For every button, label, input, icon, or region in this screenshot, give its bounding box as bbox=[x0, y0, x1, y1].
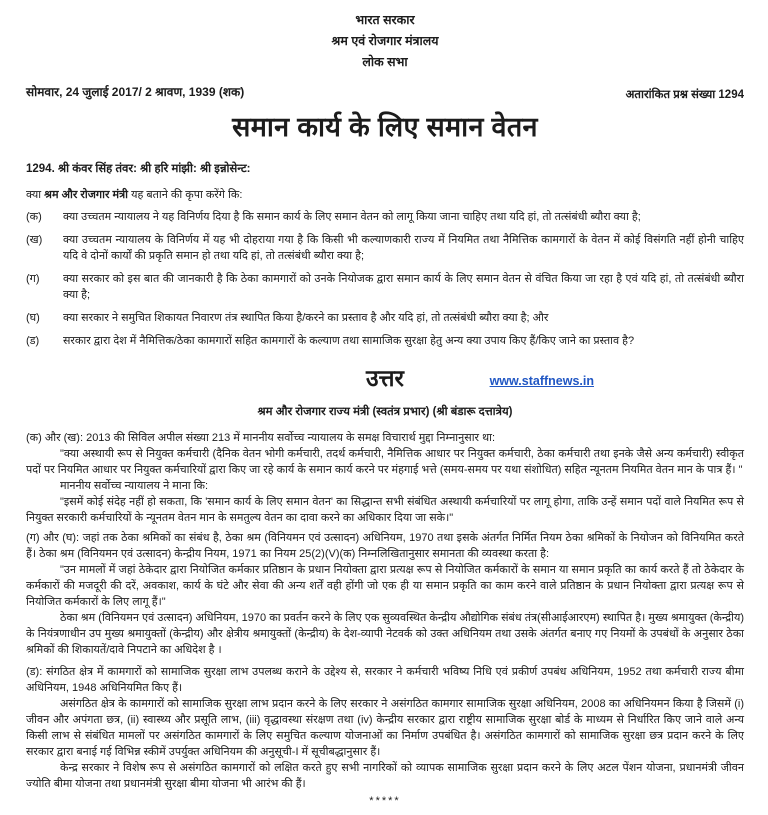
answer-paragraph: "क्या अस्थायी रूप से नियुक्त कर्मचारी (दैनिक वेतन भोगी कर्मचारी, तदर्थ कर्मचारी, नैमित्तिक आधार पर नियुक्त कर्मचारी, ठेका कर्मचारी तथा इनके जैसे अन्य कर्मचारी) स्वीकृत पदों पर नियमित आधार पर नियुक्त कर्मचारियों द्वारा किए जा रहे कार्य के समान कार्य करने पर मंहगाई भत्ते (समय-समय पर यथा संशोधित) सहित न्यूनतम नियमित वेतन मान के पात्र हैं। " bbox=[26, 448, 744, 476]
question-item-label: (ड) bbox=[26, 335, 40, 347]
question-intro bbox=[26, 187, 744, 202]
question-item-text: क्या उच्चतम न्यायालय के विनिर्णय में यह भी दोहराया गया है कि किसी भी कल्याणकारी राज्य में नियमित तथा नैमित्तिक कामगारों के वेतन में कोई विसंगति नहीं होनी चाहिए यदि वे दोनों कार्यों की प्रकृति समान हो तथा यदि हां, तो तत्संबंधी ब्यौरा क्या है; bbox=[63, 234, 744, 262]
answer-heading: उत्तर bbox=[366, 365, 404, 391]
question-item-label: (क) bbox=[26, 211, 42, 223]
question-item-text: क्या सरकार को इस बात की जानकारी है कि ठेका कामगारों को उनके नियोजक द्वारा समान कार्य के लिए समान वेतन से वंचित किया जा रहा है एवं यदि हां, तो तत्संबंधी ब्यौरा क्या है; bbox=[63, 273, 744, 301]
question-askers: 1294. श्री कंवर सिंह तंवर: श्री हरि मांझी: श्री इन्नोसेन्ट: bbox=[26, 163, 251, 175]
question-item-text: सरकार द्वारा देश में नैमित्तिक/ठेका कामगारों सहित कामगारों के कल्याण तथा सामाजिक सुरक्षा हेतु अन्य क्या उपाय किए हैं/किए जाने का प्रस्ताव है? bbox=[63, 335, 635, 347]
house-line: लोक सभा bbox=[362, 55, 408, 69]
end-marks: ***** bbox=[369, 795, 401, 807]
date-line: सोमवार, 24 जुलाई 2017/ 2 श्रावण, 1939 (शक) bbox=[26, 85, 245, 99]
question-item-label: (ग) bbox=[26, 273, 40, 285]
question-item bbox=[26, 271, 744, 303]
question-item-label: (ख) bbox=[26, 234, 43, 246]
question-item bbox=[26, 232, 744, 264]
answer-body bbox=[26, 430, 744, 792]
meta-row bbox=[26, 83, 744, 102]
staffnews-link[interactable]: www.staffnews.in bbox=[489, 374, 594, 388]
question-intro-minister: श्रम और रोजगार मंत्री bbox=[44, 189, 129, 201]
question-number: अतारांकित प्रश्न संख्या 1294 bbox=[625, 89, 744, 101]
answer-paragraph: (क) और (ख): 2013 की सिविल अपील संख्या 213 में माननीय सर्वोच्च न्यायालय के समक्ष विचारार्थ मुद्दा निम्नानुसार था: bbox=[26, 432, 496, 444]
page-title: समान कार्य के लिए समान वेतन bbox=[232, 112, 538, 142]
answer-paragraph: "उन मामलों में जहां ठेकेदार द्वारा नियोजित कर्मकार प्रतिष्ठान के प्रधान नियोक्ता द्वारा प्रत्यक्ष रूप से नियोजित कर्मकारों के समान या समान प्रकृति का कार्य करते हैं तो ठेकेदार के कर्मकारों की मजदूरी की दरें, अवकाश, कार्य के घंटे और सेवा की अन्य शर्तें वही होंगी जो एक ही या समान प्रकृति का काम करने वाले प्रतिष्ठान के प्रधान नियोक्ता द्वारा प्रत्यक्ष रूप से नियोजित कर्मकारों के लिए लागू हैं।" bbox=[26, 564, 744, 608]
answer-paragraph: केन्द्र सरकार ने विशेष रूप से असंगठित कामगारों को लक्षित करते हुए सभी नागरिकों को व्यापक सामाजिक सुरक्षा प्रदान करने के लिए अटल पेंशन योजना, प्रधानमंत्री जीवन ज्योति बीमा योजना तथा प्रधानमंत्री सुरक्षा बीमा योजना भी आरंभ की हैं। bbox=[26, 762, 744, 790]
answer-paragraph: माननीय सर्वोच्च न्यायालय ने माना कि: bbox=[60, 480, 209, 492]
answer-paragraph: "इसमें कोई संदेह नहीं हो सकता, कि 'समान कार्य के लिए समान वेतन' का सिद्धान्त सभी संबंधित अस्थायी कर्मचारियों पर लागू होगा, ताकि उन्हें समान पदों वाले नियमित रूप से नियुक्त सरकारी कर्मचारियों के न्यूनतम वेतन मान के समतुल्य वेतन का दावा करने का अधिकार दिया जा सके।" bbox=[26, 496, 744, 524]
answer-paragraph: ठेका श्रम (विनियमन एवं उत्सादन) अधिनियम, 1970 का प्रवर्तन करने के लिए एक सुव्यवस्थित केन्द्रीय औद्योगिक संबंध तंत्र(सीआईआरएम) स्थापित है। मुख्य श्रमायुक्त (केन्द्रीय) के नियंत्रणाधीन उप मुख्य श्रमायुक्तों (केन्द्रीय) और क्षेत्रीय श्रमायुक्तों (केन्द्रीय) के देश-व्यापी नेटवर्क को उक्त अधिनियम तथा उसके अंतर्गत बनाए गए नियमों के उपबंधों के अनुसार ठेका श्रमिकों की शिकायतें/दावे निपटाने का अधिदेश है । bbox=[26, 612, 744, 656]
question-item bbox=[26, 310, 744, 326]
question-item bbox=[26, 209, 744, 225]
answer-header bbox=[26, 363, 744, 395]
question-item-text: क्या सरकार ने समुचित शिकायत निवारण तंत्र स्थापित किया है/करने का प्रस्ताव है और यदि हां, तो तत्संबंधी ब्यौरा क्या है; और bbox=[63, 312, 549, 324]
minister-line: श्रम और रोजगार राज्य मंत्री (स्वतंत्र प्रभार) (श्री बंडारू दत्तात्रेय) bbox=[257, 406, 513, 418]
answer-paragraph: असंगठित क्षेत्र के कामगारों को सामाजिक सुरक्षा लाभ प्रदान करने के लिए सरकार ने असंगठित कामगार सामाजिक सुरक्षा अधिनियम, 2008 का अधिनियमन किया है जिसमें (i) जीवन और अपंगता छत्र, (ii) स्वास्थ्य और प्रसूति लाभ, (iii) वृद्धावस्था संरक्षण तथा (iv) केन्द्रीय सरकार द्वारा राष्ट्रीय सामाजिक सुरक्षा बोर्ड के माध्यम से निर्धारित किए जाने वाले अन्य किसी लाभ से संबंधित मामलों पर असंगठित कामगारों के लिए समुचित कल्याण योजनाओं का निर्माण उपबंधित है। असंगठित कामगारों को सामाजिक सुरक्षा छत्र प्रदान करने के लिए सरकार द्वारा बनाई गई विभिन्न स्कीमें उपर्युक्त अधिनियम की अनुसूची-I में सूचीबद्धानुसार हैं। bbox=[26, 698, 744, 758]
answer-paragraph: (ड): संगठित क्षेत्र में कामगारों को सामाजिक सुरक्षा लाभ उपलब्ध कराने के उद्देश्य से, सरकार ने कर्मचारी भविष्य निधि एवं प्रकीर्ण उपबंध अधिनियम, 1952 तथा कर्मचारी राज्य बीमा अधिनियम, 1948 अधिनियमित किए हैं। bbox=[26, 666, 744, 694]
ministry-line: श्रम एवं रोजगार मंत्रालय bbox=[331, 34, 439, 48]
question-intro-prefix: क्या bbox=[26, 189, 45, 201]
answer-paragraph: (ग) और (घ): जहां तक ठेका श्रमिकों का संबंध है, ठेका श्रम (विनियमन एवं उत्सादन) अधिनियम, 1970 तथा इसके अंतर्गत निर्मित नियम ठेका श्रमिकों के नियोजन को विनियमित करते हैं। ठेका श्रम (विनियमन एवं उत्सादन) केन्द्रीय नियम, 1971 का नियम 25(2)(V)(क) निम्नलिखितानुसार समानता की व्यवस्था करता है: bbox=[26, 532, 744, 560]
question-intro-suffix: यह बताने की कृपा करेंगे कि: bbox=[128, 189, 243, 201]
question-item-text: क्या उच्चतम न्यायालय ने यह विनिर्णय दिया है कि समान कार्य के लिए समान वेतन को लागू किया जाना चाहिए तथा यदि हां, तो तत्संबंधी ब्यौरा क्या है; bbox=[63, 211, 641, 223]
govt-of-india-line: भारत सरकार bbox=[355, 13, 415, 27]
question-item-label: (घ) bbox=[26, 312, 40, 324]
question-item bbox=[26, 333, 744, 349]
